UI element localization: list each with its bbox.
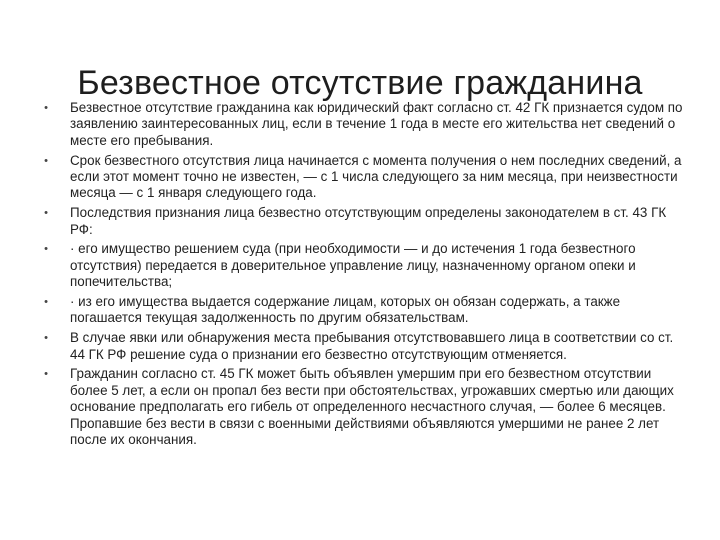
bullet-list	[40, 100, 688, 452]
bullet-icon: •	[44, 154, 48, 167]
bullet-item	[40, 100, 688, 149]
bullet-item	[40, 205, 688, 238]
bullet-text: Безвестное отсутствие гражданина как юридический факт согласно ст. 42 ГК признается судом по заявлению заинтересованных лиц, если в течение 1 года в месте его жительства нет сведений о месте его пребывания.	[70, 100, 683, 148]
bullet-icon: •	[44, 368, 48, 381]
bullet-item	[40, 241, 688, 290]
bullet-icon: •	[44, 102, 48, 114]
bullet-text: Последствия признания лица безвестно отсутствующим определены законодателем в ст. 43 ГК РФ:	[70, 205, 667, 237]
slide-title: Безвестное отсутствие гражданина	[77, 63, 643, 102]
bullet-text: · его имущество решением суда (при необходимости — и до истечения 1 года безвестного отсутствия) передается в доверительное управление лицу, назначенному органом опеки и попечительства;	[70, 241, 636, 290]
bullet-text: · из его имущества выдается содержание лицам, которых он обязан содержать, а также погашается текущая задолженность по другим обязательствам.	[70, 294, 621, 326]
bullet-icon: •	[44, 207, 48, 220]
bullet-text: Срок безвестного отсутствия лица начинается с момента получения о нем последних сведений, а если этот момент точно не известен, — с 1 числа следующего за ним месяца, при неизвестности месяца — с 1 января следующего года.	[70, 152, 682, 201]
bullet-icon: •	[44, 243, 48, 256]
bullet-icon: •	[44, 296, 48, 309]
bullet-item	[40, 366, 688, 448]
bullet-text: Гражданин согласно ст. 45 ГК может быть объявлен умершим при его безвестном отсутствии более 5 лет, а если он пропал без вести при обстоятельствах, угрожавших смертью или дающих основание предполагать его гибель от определенного несчастного случая, — более 6 месяцев. Пропавшие без вести в связи с военными действиями объявляются умершими не ранее 2 лет после их окончания.	[70, 366, 674, 448]
bullet-text: В случае явки или обнаружения места пребывания отсутствовавшего лица в соответствии со ст. 44 ГК РФ решение суда о признании его безвестно отсутствующим отменяется.	[70, 330, 674, 362]
bullet-item	[40, 153, 688, 202]
bullet-icon: •	[44, 332, 48, 345]
bullet-item	[40, 294, 688, 327]
bullet-item	[40, 330, 688, 363]
